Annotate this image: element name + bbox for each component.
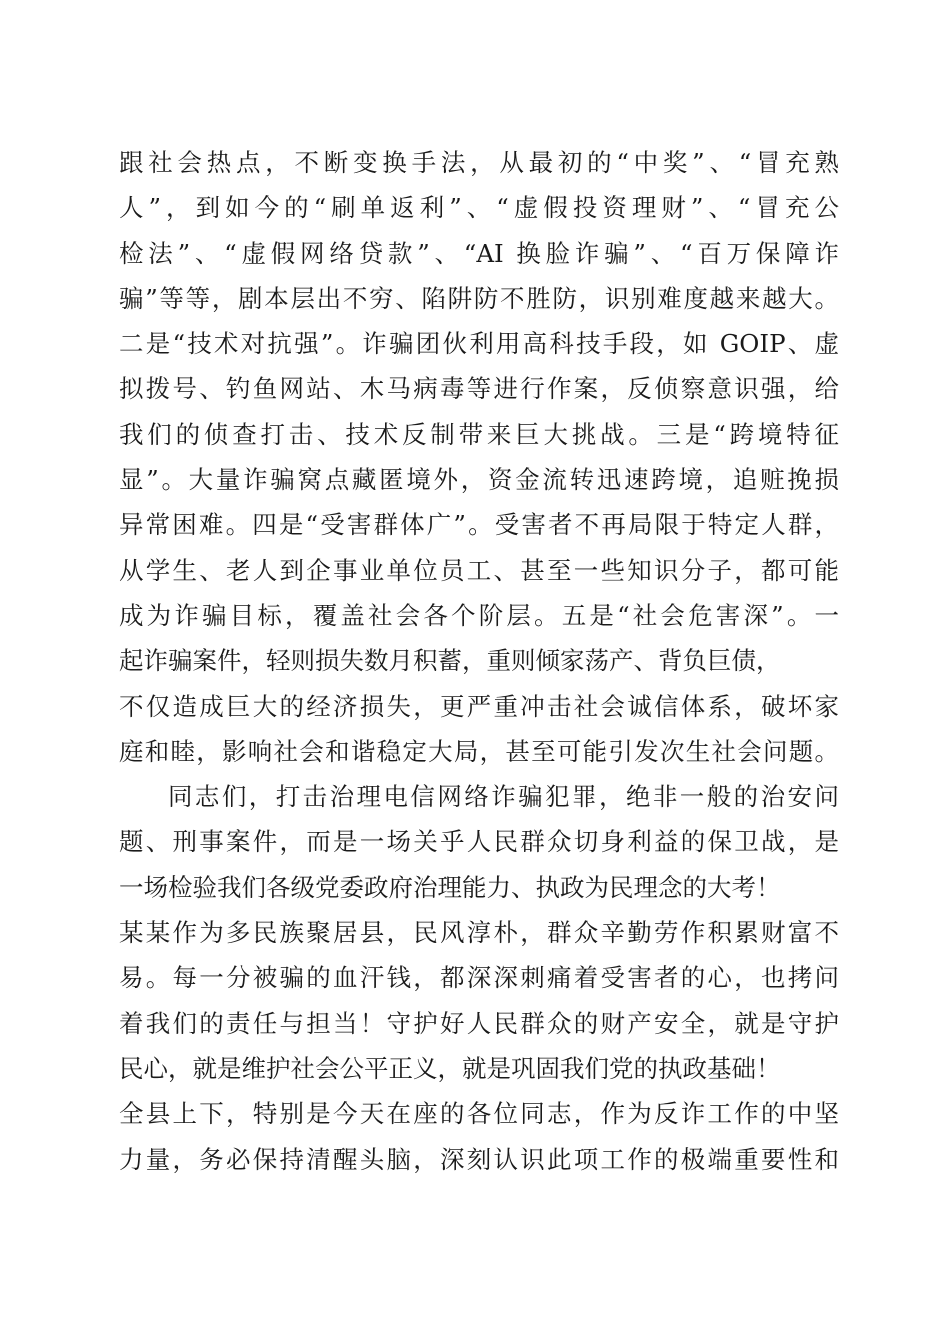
- text-line-22: 全县上下，特别是今天在座的各位同志，作为反诈工作的中坚: [119, 1099, 839, 1129]
- text-line-23: 力量，务必保持清醒头脑，深刻认识此项工作的极端重要性和: [119, 1144, 839, 1174]
- text-line-13: 不仅造成巨大的经济损失，更严重冲击社会诚信体系，破坏家: [119, 691, 839, 721]
- text-line-8: 显”。大量诈骗窝点藏匿境外，资金流转迅速跨境，追赃挽损: [119, 465, 839, 495]
- text-line-1: 跟社会热点，不断变换手法，从最初的“中奖”、“冒充熟: [119, 148, 839, 177]
- text-line-12: 起诈骗案件，轻则损失数月积蓄，重则倾家荡产、背负巨债，: [119, 646, 781, 676]
- text-line-2: 人”，到如今的“刷单返利”、“虚假投资理财”、“冒充公: [119, 193, 839, 223]
- text-line-20: 着我们的责任与担当！守护好人民群众的财产安全，就是守护: [119, 1008, 839, 1038]
- text-line-14: 庭和睦，影响社会和谐稳定大局，甚至可能引发次生社会问题。: [119, 736, 839, 766]
- text-line-3: 检法”、“虚假网络贷款”、“AI 换脸诈骗”、“百万保障诈: [119, 238, 839, 268]
- text-line-4: 骗”等等，剧本层出不穷、陷阱防不胜防，识别难度越来越大。: [119, 283, 839, 313]
- text-line-6: 拟拨号、钓鱼网站、木马病毒等进行作案，反侦察意识强，给: [119, 374, 839, 404]
- text-line-7: 我们的侦查打击、技术反制带来巨大挑战。三是“跨境特征: [119, 419, 839, 449]
- text-line-16: 题、刑事案件，而是一场关乎人民群众切身利益的保卫战，是: [119, 827, 839, 857]
- text-line-18: 某某作为多民族聚居县，民风淳朴，群众辛勤劳作积累财富不: [119, 918, 839, 948]
- text-line-10: 从学生、老人到企事业单位员工、甚至一些知识分子，都可能: [119, 555, 839, 585]
- body-text: [119, 140, 839, 1182]
- text-line-19: 易。每一分被骗的血汗钱，都深深刺痛着受害者的心，也拷问: [119, 963, 839, 993]
- text-line-11: 成为诈骗目标，覆盖社会各个阶层。五是“社会危害深”。一: [119, 600, 839, 630]
- text-line-5: 二是“技术对抗强”。诈骗团伙利用高科技手段，如 GOIP、虚: [119, 329, 839, 359]
- text-line-9: 异常困难。四是“受害群体广”。受害者不再局限于特定人群，: [119, 510, 839, 540]
- paragraph-start-line: 同志们，打击治理电信网络诈骗犯罪，绝非一般的治安问: [168, 782, 839, 812]
- text-line-21: 民心，就是维护社会公平正义，就是巩固我们党的执政基础！: [119, 1053, 781, 1083]
- text-line-17: 一场检验我们各级党委政府治理能力、执政为民理念的大考！: [119, 872, 781, 902]
